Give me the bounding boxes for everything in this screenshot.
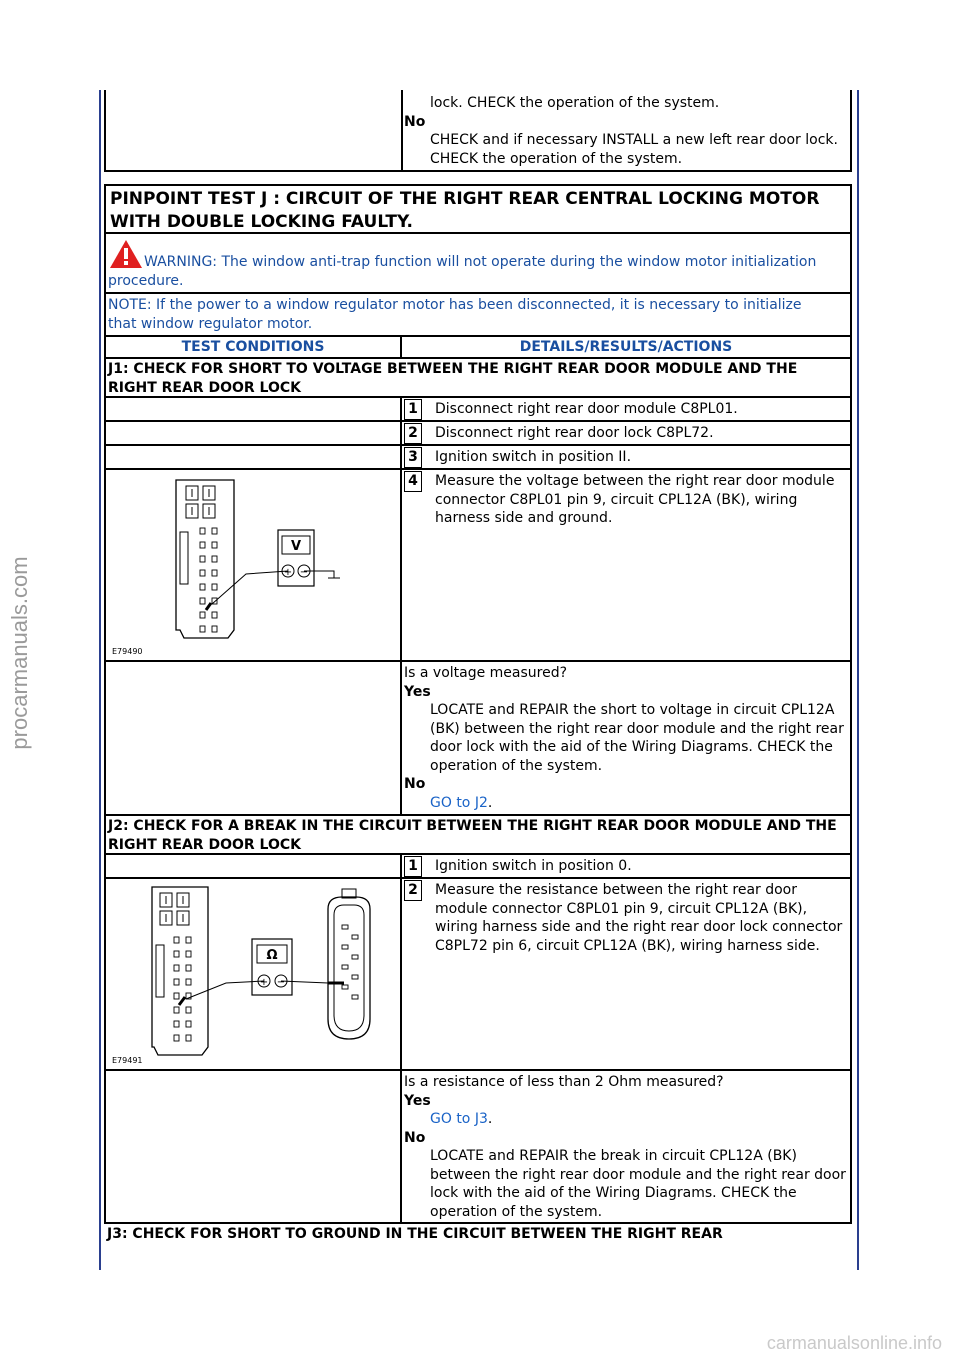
j1-title: J1: CHECK FOR SHORT TO VOLTAGE BETWEEN THE RIGHT REAR DOOR MODULE AND THE RIGHT REAR DOOR LOCK (108, 361, 798, 396)
j1-figure (106, 470, 400, 660)
link-suffix: . (487, 1111, 493, 1127)
j1-step-4 (402, 470, 850, 660)
j1-results (404, 664, 850, 812)
step-text: Ignition switch in position II. (435, 449, 632, 465)
step-text: Measure the resistance between the right rear door module connector C8PL01 pin 9, circuit CPL12A (BK), wiring harness side and the right rear door lock connector C8PL72 pin 6, circuit CPL12A (BK), wiring harness side. (435, 882, 843, 954)
warning-text: The window anti-trap function will not operate during the window motor initialization procedure. (108, 254, 817, 289)
no-label: No (404, 776, 426, 792)
previous-result-box (104, 90, 852, 172)
svg-text:−: − (299, 567, 309, 578)
j3-title: J3: CHECK FOR SHORT TO GROUND IN THE CIRCUIT BETWEEN THE RIGHT REAR (107, 1226, 723, 1242)
previous-result-line: lock. CHECK the operation of the system. (430, 95, 720, 111)
no-label: No (404, 1129, 426, 1146)
step-text: Disconnect right rear door lock C8PL72. (435, 425, 714, 441)
warning-triangle-icon (108, 238, 144, 270)
yes-label: Yes (404, 683, 431, 700)
figure-id: E79490 (112, 647, 143, 656)
col-test-conditions: TEST CONDITIONS (106, 337, 400, 357)
previous-no-text: CHECK and if necessary INSTALL a new left rear door lock. CHECK the operation of the system. (430, 132, 838, 167)
warning-label: WARNING: (144, 254, 218, 270)
resistance-measurement-diagram (106, 879, 400, 1069)
step-number: 2 (404, 880, 422, 901)
note-text: NOTE: If the power to a window regulator motor has been disconnected, it is necessary to initialize that window regulator motor. (108, 297, 802, 332)
j2-results (404, 1073, 850, 1221)
meter-symbol: Ω (266, 948, 278, 963)
svg-text:−: − (276, 977, 286, 988)
goto-j2-link[interactable]: GO to J2 (430, 794, 488, 811)
warning-block (108, 238, 848, 290)
pinpoint-title: PINPOINT TEST J : CIRCUIT OF THE RIGHT REAR CENTRAL LOCKING MOTOR WITH DOUBLE LOCKING FAULTY. (110, 189, 820, 232)
j1-step-3 (402, 446, 850, 468)
step-number: 1 (404, 399, 422, 420)
step-text: Measure the voltage between the right rear door module connector C8PL01 pin 9, circuit CPL12A (BK), wiring harness side and ground. (435, 473, 835, 526)
no-label: No (404, 113, 426, 130)
goto-j3-link[interactable]: GO to J3 (430, 1111, 488, 1127)
step-text: Ignition switch in position 0. (435, 858, 632, 874)
j1-step-2 (402, 422, 850, 444)
voltage-measurement-diagram (106, 470, 400, 660)
svg-text:+: + (283, 567, 293, 578)
j1-yes-text: LOCATE and REPAIR the short to voltage in circuit CPL12A (BK) between the right rear door module and the right rear door lock with the aid of the Wiring Diagrams. CHECK the operation of the system. (430, 702, 844, 774)
figure-id: E79491 (112, 1056, 143, 1065)
step-number: 4 (404, 471, 422, 492)
meter-symbol: V (290, 539, 302, 554)
yes-label: Yes (404, 1092, 431, 1109)
step-text: Disconnect right rear door module C8PL01. (435, 401, 738, 417)
step-number: 3 (404, 447, 422, 468)
j2-figure (106, 879, 400, 1069)
j1-question: Is a voltage measured? (404, 665, 568, 681)
step-number: 1 (404, 856, 422, 877)
j2-step-1 (402, 855, 850, 877)
col-details: DETAILS/RESULTS/ACTIONS (402, 337, 850, 357)
j1-step-1 (402, 398, 850, 420)
link-suffix: . (487, 794, 493, 811)
j2-no-text: LOCATE and REPAIR the break in circuit CPL12A (BK) between the right rear door module and the right rear door lock with the aid of the Wiring Diagrams. CHECK the operation of the system. (430, 1148, 846, 1220)
step-number: 2 (404, 423, 422, 444)
right-margin-rule (857, 90, 859, 1270)
j2-title: J2: CHECK FOR A BREAK IN THE CIRCUIT BETWEEN THE RIGHT REAR DOOR MODULE AND THE RIGHT REAR DOOR LOCK (108, 818, 837, 853)
side-watermark: procarmanuals.com (7, 556, 32, 750)
j2-step-2 (402, 879, 850, 1069)
svg-text:+: + (259, 977, 269, 988)
j2-question: Is a resistance of less than 2 Ohm measured? (404, 1074, 724, 1090)
pinpoint-test-table (104, 184, 852, 1224)
bottom-watermark: carmanualsonline.info (766, 1333, 942, 1353)
left-margin-rule (99, 90, 101, 1270)
